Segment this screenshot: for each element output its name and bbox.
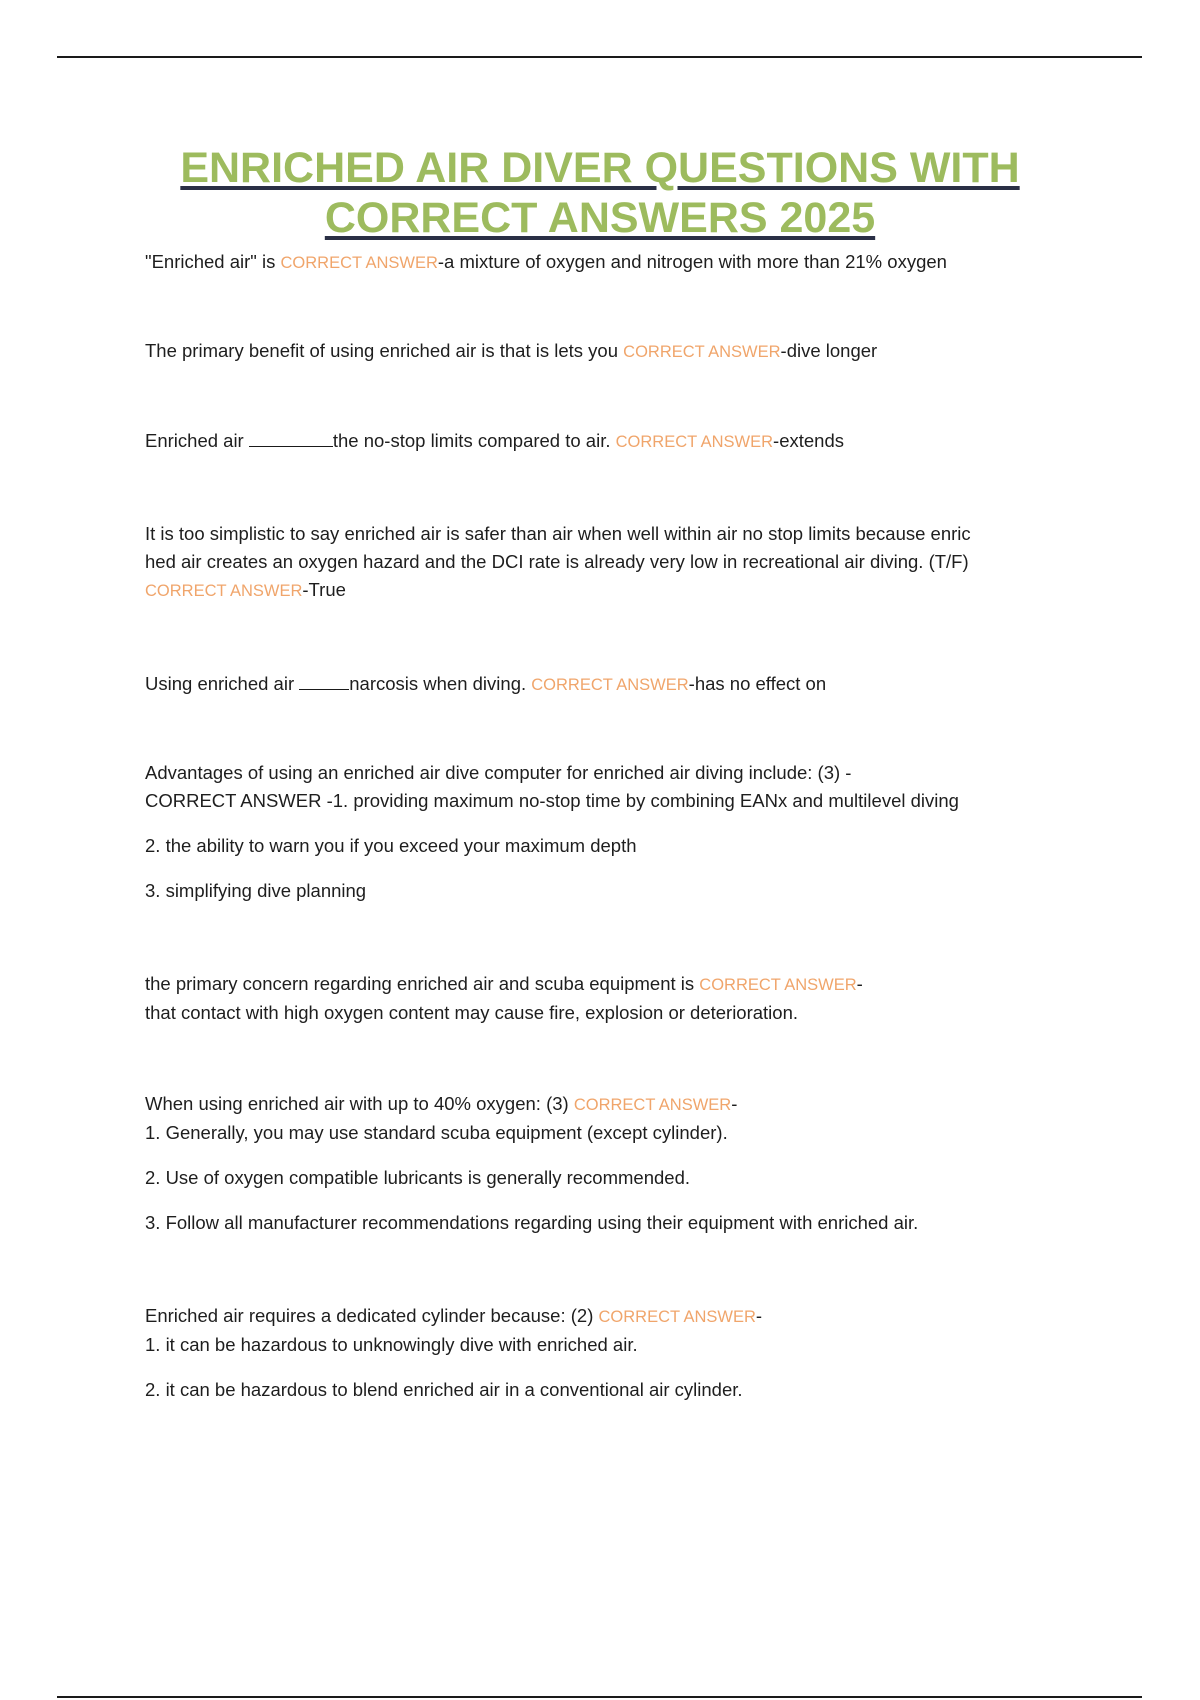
header-rule	[57, 56, 1142, 58]
answer-item-3: 3. simplifying dive planning	[145, 880, 367, 901]
correct-answer-label: CORRECT ANSWER	[531, 676, 689, 694]
answer-item-1: 1. Generally, you may use standard scuba equipment (except cylinder).	[145, 1122, 728, 1143]
question-2	[145, 337, 1075, 366]
question-8	[145, 1090, 1075, 1237]
question-text-cont: narcosis when diving.	[349, 673, 532, 694]
question-3	[145, 427, 1075, 456]
answer-text: -a mixture of oxygen and nitrogen with more than 21% oxygen	[437, 251, 947, 272]
answer-text: -has no effect on	[688, 673, 827, 694]
fill-in-blank	[299, 671, 349, 690]
correct-answer-label: CORRECT ANSWER	[615, 433, 774, 451]
footer-rule	[57, 1696, 1142, 1698]
question-7	[145, 970, 1075, 1027]
correct-answer-label: CORRECT ANSWER	[699, 976, 857, 994]
answer-item-2: 2. it can be hazardous to blend enriched air in a conventional air cylinder.	[145, 1379, 743, 1400]
correct-answer-label: CORRECT ANSWER	[280, 254, 438, 272]
correct-answer-label: CORRECT ANSWER	[145, 582, 303, 600]
answer-item-2: 2. Use of oxygen compatible lubricants is generally recommended.	[145, 1167, 691, 1188]
question-text: Enriched air	[145, 430, 249, 451]
answer-item-1: 1. it can be hazardous to unknowingly dive with enriched air.	[145, 1334, 638, 1355]
question-text: Enriched air requires a dedicated cylinder because: (2)	[145, 1305, 599, 1326]
question-1	[145, 248, 1075, 277]
title-line-2: CORRECT ANSWERS 2025	[324, 194, 876, 242]
correct-answer-label: CORRECT ANSWER	[623, 343, 781, 361]
question-text: The primary benefit of using enriched air is that is lets you	[145, 340, 624, 361]
answer-text: -dive longer	[780, 340, 878, 361]
answer-text: that contact with high oxygen content may cause fire, explosion or deterioration.	[145, 1002, 799, 1023]
question-5	[145, 670, 1075, 699]
document-title	[0, 143, 1200, 243]
answer-dash: -	[731, 1093, 738, 1114]
question-4	[145, 520, 1075, 605]
answer-dash: -	[755, 1305, 763, 1326]
question-line-1: Advantages of using an enriched air dive computer for enriched air diving include: (3) -	[145, 762, 852, 783]
answer-item-2: 2. the ability to warn you if you exceed your maximum depth	[145, 835, 637, 856]
question-text: the primary concern regarding enriched air and scuba equipment is	[145, 973, 700, 994]
answer-item-3: 3. Follow all manufacturer recommendations regarding using their equipment with enriched air.	[145, 1212, 919, 1233]
correct-answer-label: CORRECT ANSWER	[598, 1308, 756, 1326]
correct-answer-label: CORRECT ANSWER	[573, 1096, 732, 1114]
question-text: "Enriched air" is	[145, 251, 281, 272]
question-9	[145, 1302, 1075, 1404]
question-text: When using enriched air with up to 40% oxygen: (3)	[145, 1093, 574, 1114]
question-line-1: It is too simplistic to say enriched air is safer than air when well within air no stop limits because enric	[145, 523, 971, 544]
question-text: Using enriched air	[145, 673, 300, 694]
answer-dash: -	[856, 973, 863, 994]
question-line-2: hed air creates an oxygen hazard and the DCI rate is already very low in recreational air diving. (T/F)	[145, 551, 969, 572]
answer-text: -extends	[773, 430, 844, 451]
answer-line-1: CORRECT ANSWER -1. providing maximum no-stop time by combining EANx and multilevel diving	[145, 790, 959, 811]
fill-in-blank	[249, 428, 333, 447]
question-text-cont: the no-stop limits compared to air.	[332, 430, 616, 451]
answer-text: -True	[302, 579, 346, 600]
question-6	[145, 759, 1075, 905]
title-line-1: ENRICHED AIR DIVER QUESTIONS WITH	[180, 144, 1020, 192]
